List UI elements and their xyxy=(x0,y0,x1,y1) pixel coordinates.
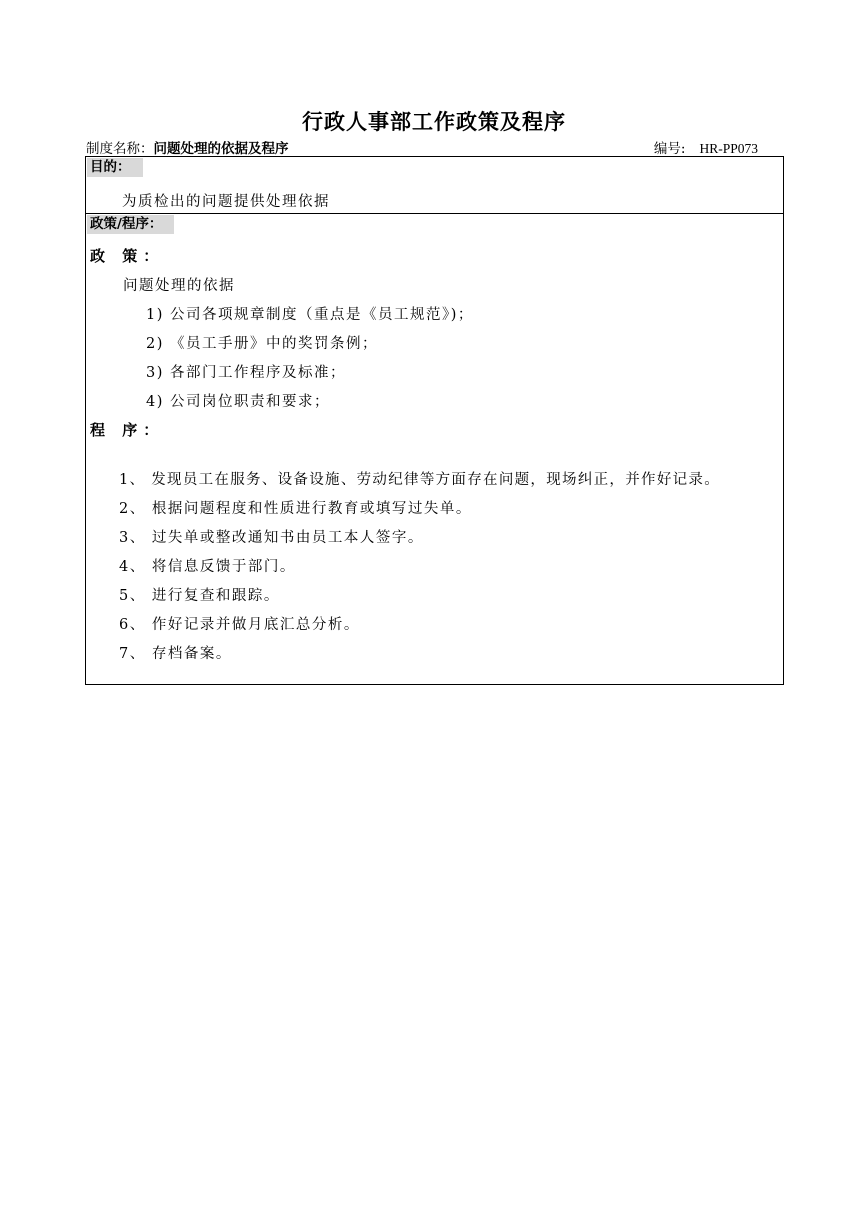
policy-name-field xyxy=(86,137,289,157)
procedure-item: 3、 过失单或整改通知书由员工本人签字。 xyxy=(119,530,424,546)
purpose-section xyxy=(85,156,784,214)
document-title: 行政人事部工作政策及程序 xyxy=(302,110,566,134)
policy-name-value: 问题处理的依据及程序 xyxy=(153,141,289,157)
policy-name-label: 制度名称： xyxy=(86,141,154,157)
document-number-field xyxy=(654,137,758,157)
procedure-item: 2、 根据问题程度和性质进行教育或填写过失单。 xyxy=(119,501,472,517)
procedure-item: 5、 进行复查和跟踪。 xyxy=(119,588,280,604)
basis-item: 3) 各部门工作程序及标准； xyxy=(146,365,346,381)
document-number-value: HR-PP073 xyxy=(699,141,758,156)
document-number-label: 编号: xyxy=(653,141,686,157)
basis-title: 问题处理的依据 xyxy=(123,278,235,294)
basis-item: 1) 公司各项规章制度（重点是《员工规范》)； xyxy=(146,307,474,323)
procedure-item: 6、 作好记录并做月底汇总分析。 xyxy=(119,617,360,633)
policy-procedure-section xyxy=(85,213,784,685)
purpose-text: 为质检出的问题提供处理依据 xyxy=(122,194,330,210)
procedure-item: 4、 将信息反馈于部门。 xyxy=(119,559,296,575)
policy-procedure-label: 政策/程序： xyxy=(87,215,174,234)
procedure-item: 7、 存档备案。 xyxy=(119,646,232,662)
purpose-label: 目的： xyxy=(87,158,143,177)
procedure-item: 1、 发现员工在服务、设备设施、劳动纪律等方面存在问题，现场纠正，并作好记录。 xyxy=(119,472,721,488)
procedure-heading: 程 序： xyxy=(90,421,165,439)
policy-heading: 政 策： xyxy=(90,247,165,265)
basis-item: 4) 公司岗位职责和要求； xyxy=(146,394,330,410)
basis-item: 2) 《员工手册》中的奖罚条例； xyxy=(146,336,378,352)
document-meta-row xyxy=(86,137,784,155)
